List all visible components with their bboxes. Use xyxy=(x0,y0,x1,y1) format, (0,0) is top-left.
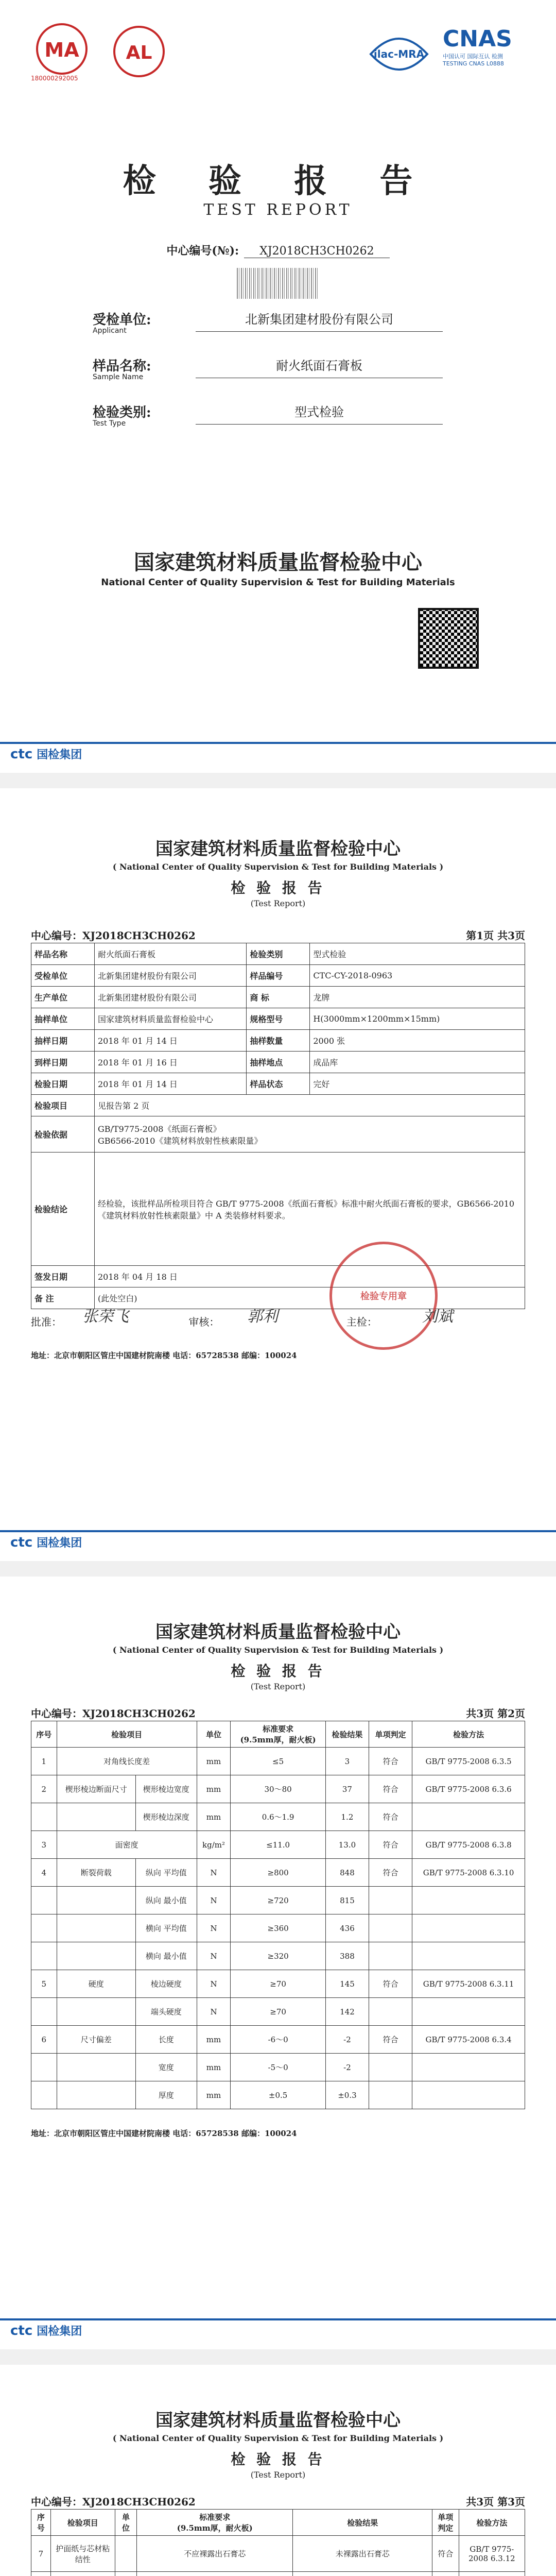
table-cell: 3 xyxy=(31,1831,57,1859)
column-header: 单项判定 xyxy=(369,1721,412,1748)
table-cell: 37 xyxy=(325,1775,369,1803)
column-header: 检验项目 xyxy=(50,2510,115,2536)
report-address: 地址：北京市朝阳区管庄中国建材院南楼 电话：65728538 邮编：100024 xyxy=(31,2129,297,2138)
table-cell xyxy=(369,2081,412,2109)
table-row xyxy=(31,1748,525,1775)
table-cell: 检验类别 xyxy=(247,943,310,965)
table-cell xyxy=(57,1998,135,2026)
column-header: 标准要求 (9.5mm厚，耐火板) xyxy=(231,1721,326,1748)
table-row xyxy=(31,2572,525,2576)
table-cell: 5 xyxy=(31,1970,57,1998)
table-cell: 样品名称 xyxy=(31,943,95,965)
table-cell: ±0.5 xyxy=(231,2081,326,2109)
table-cell: 0.6～1.9 xyxy=(231,1803,326,1831)
table-cell: CTC-CY-2018-0963 xyxy=(310,965,525,987)
table-row xyxy=(31,1887,525,1914)
table-cell: 楔形棱边宽度 xyxy=(135,1775,197,1803)
table-cell: ≥360 xyxy=(231,1914,326,1942)
client-value: 北新集团建材股份有限公司 xyxy=(196,309,443,332)
table-cell xyxy=(57,2081,135,2109)
table-row xyxy=(31,1970,525,1998)
results-table xyxy=(31,1721,525,2109)
ctc-brand: ctc 国检集团 xyxy=(10,747,82,762)
summary-table xyxy=(31,943,525,1309)
sample-value: 耐火纸面石膏板 xyxy=(196,355,443,378)
table-row xyxy=(31,1008,525,1030)
table-cell: 145 xyxy=(325,1970,369,1998)
table-cell: GB/T 9775-2008 6.3.4 xyxy=(412,2026,525,2054)
table-cell: ≥320 xyxy=(231,1942,326,1970)
table-cell: 成品库 xyxy=(310,1052,525,1073)
report-page-1 xyxy=(0,788,556,1561)
table-cell: ≤5 xyxy=(231,1748,326,1775)
table-cell: 2 xyxy=(31,1775,57,1803)
column-header: 单项判定 xyxy=(432,2510,459,2536)
report-header: 国家建筑材料质量监督检验中心 ( National Center of Quality Supervision & Test for Building Materials ) 检 验 报 告 (Test Report) xyxy=(112,2410,444,2480)
table-cell: -2 xyxy=(325,2026,369,2054)
table-row xyxy=(31,943,525,965)
table-cell: 符合 xyxy=(369,2026,412,2054)
ilac-mra-logo-icon xyxy=(360,26,438,82)
column-header: 序号 xyxy=(31,2510,51,2536)
table-cell: 815 xyxy=(325,1887,369,1914)
table-cell xyxy=(57,1914,135,1942)
sample-row: 样品名称: Sample Name 耐火纸面石膏板 xyxy=(93,355,463,386)
table-cell: 北新集团建材股份有限公司 xyxy=(95,987,247,1008)
table-cell: 受检单位 xyxy=(31,965,95,987)
table-cell: GB/T 9775-2008 6.3.10 xyxy=(412,1859,525,1887)
org-name-en: National Center of Quality Supervision & Test for Building Materials xyxy=(101,577,455,588)
table-cell xyxy=(31,1998,57,2026)
table-cell: kg/m² xyxy=(197,1831,231,1859)
table-cell xyxy=(369,2054,412,2081)
table-cell: GB/T 9775-2008 6.3.5 xyxy=(412,1748,525,1775)
table-cell xyxy=(31,2572,51,2576)
table-row xyxy=(31,987,525,1008)
table-cell: 横向 平均值 xyxy=(135,1914,197,1942)
cma-logo-icon xyxy=(31,21,93,82)
report-page-3 xyxy=(0,2365,556,2576)
table-cell xyxy=(31,1887,57,1914)
test-type-value: 型式检验 xyxy=(196,402,443,425)
table-cell xyxy=(31,2081,57,2109)
report-meta: 中心编号：XJ2018CH3CH0262 共3页 第2页 xyxy=(31,1707,525,1720)
table-cell: H(3000mm×1200mm×15mm) xyxy=(310,1008,525,1030)
table-cell xyxy=(432,2572,459,2576)
table-cell xyxy=(57,1942,135,1970)
table-cell: 备 注 xyxy=(31,1287,95,1309)
table-row xyxy=(31,2026,525,2054)
table-cell: 7 xyxy=(31,2536,51,2572)
column-header: 检验项目 xyxy=(57,1721,197,1748)
barcode xyxy=(237,268,319,299)
table-cell: 楔形棱边深度 xyxy=(135,1803,197,1831)
cal-logo-icon xyxy=(108,21,170,82)
footer-line xyxy=(0,1530,556,1532)
table-cell: 436 xyxy=(325,1914,369,1942)
table-cell: 抽样数量 xyxy=(247,1030,310,1052)
table-cell: mm xyxy=(197,2054,231,2081)
table-cell: 厚度 xyxy=(135,2081,197,2109)
table-cell xyxy=(31,2054,57,2081)
table-cell: 2000 张 xyxy=(310,1030,525,1052)
table-cell: -6～0 xyxy=(231,2026,326,2054)
table-cell xyxy=(57,1887,135,1914)
table-cell: 抽样单位 xyxy=(31,1008,95,1030)
logo-row xyxy=(31,21,525,88)
table-row xyxy=(31,1859,525,1887)
report-address: 地址：北京市朝阳区管庄中国建材院南楼 电话：65728538 邮编：100024 xyxy=(31,1351,297,1360)
ctc-brand: ctc 国检集团 xyxy=(10,1535,82,1550)
table-row xyxy=(31,1030,525,1052)
table-cell: 检验项目 xyxy=(31,1095,95,1116)
table-cell: 388 xyxy=(325,1942,369,1970)
column-header: 序号 xyxy=(31,1721,57,1748)
table-cell: 1.2 xyxy=(325,1803,369,1831)
table-cell: 符合 xyxy=(369,1831,412,1859)
table-cell: 1 xyxy=(31,1748,57,1775)
table-row xyxy=(31,1052,525,1073)
column-header: 单位 xyxy=(115,2510,136,2536)
table-cell: 检验依据 xyxy=(31,1116,95,1153)
table-row xyxy=(31,1831,525,1859)
table-cell: 对角线长度差 xyxy=(57,1748,197,1775)
column-header: 单位 xyxy=(197,1721,231,1748)
test-stamp: 检验专用章 xyxy=(329,1242,438,1350)
table-cell: mm xyxy=(197,1775,231,1803)
table-cell: -2 xyxy=(325,2054,369,2081)
table-cell: 断裂荷载 xyxy=(57,1859,135,1887)
table-row xyxy=(31,1998,525,2026)
table-cell: 横向 最小值 xyxy=(135,1942,197,1970)
table-row xyxy=(31,2536,525,2572)
table-cell: 2018 年 04 月 18 日 xyxy=(95,1266,525,1287)
table-cell: 硬度 xyxy=(57,1970,135,1998)
table-row xyxy=(31,1914,525,1942)
table-cell: mm xyxy=(197,1803,231,1831)
table-cell xyxy=(412,1998,525,2026)
table-cell: 848 xyxy=(325,1859,369,1887)
table-cell: 国家建筑材料质量监督检验中心 xyxy=(95,1008,247,1030)
column-header: 检验结果 xyxy=(293,2510,432,2536)
table-row xyxy=(31,2054,525,2081)
table-cell: 型式检验 xyxy=(310,943,525,965)
svg-text:ilac-MRA: ilac-MRA xyxy=(373,48,425,60)
table-cell: 2018 年 01 月 14 日 xyxy=(95,1030,247,1052)
table-cell xyxy=(31,1914,57,1942)
signatures: 批准： 审核： 主检： xyxy=(31,1316,377,1328)
table-cell: mm xyxy=(197,2026,231,2054)
table-cell: 2018 年 01 月 14 日 xyxy=(95,1073,247,1095)
table-cell: 纵向 最小值 xyxy=(135,1887,197,1914)
table-cell: 面密度 xyxy=(57,1831,197,1859)
table-cell: ±0.3 xyxy=(325,2081,369,2109)
table-cell: 符合 xyxy=(369,1748,412,1775)
table-row xyxy=(31,965,525,987)
table-cell: mm xyxy=(197,2081,231,2109)
table-cell: N xyxy=(197,1970,231,1998)
table-cell: 到样日期 xyxy=(31,1052,95,1073)
table-cell: N xyxy=(197,1914,231,1942)
table-cell: 13.0 xyxy=(325,1831,369,1859)
table-cell: 符合 xyxy=(432,2536,459,2572)
table-cell: 30～80 xyxy=(231,1775,326,1803)
table-row xyxy=(31,1775,525,1803)
column-header: 检验方法 xyxy=(412,1721,525,1748)
table-row xyxy=(31,1073,525,1095)
table-cell: 商 标 xyxy=(247,987,310,1008)
column-header: 检验结果 xyxy=(325,1721,369,1748)
table-cell: 不应裸露出石膏芯 xyxy=(137,2536,293,2572)
table-cell: N xyxy=(197,1887,231,1914)
table-row xyxy=(31,1116,525,1153)
table-row xyxy=(31,1095,525,1116)
table-cell: 宽度 xyxy=(135,2054,197,2081)
report-page-2 xyxy=(0,1577,556,2349)
table-cell: 见报告第 2 页 xyxy=(95,1095,525,1116)
report-meta: 中心编号：XJ2018CH3CH0262 共3页 第3页 xyxy=(31,2496,525,2508)
report-header: 国家建筑材料质量监督检验中心 ( National Center of Quality Supervision & Test for Building Materials ) 检 验 报 告 (Test Report) xyxy=(112,839,444,908)
table-cell: 北新集团建材股份有限公司 xyxy=(95,965,247,987)
table-cell xyxy=(412,1803,525,1831)
table-row xyxy=(31,2081,525,2109)
cnas-logo: CNAS 中国认可 国际互认 检测 TESTING CNAS L0888 xyxy=(443,26,512,67)
table-row xyxy=(31,1942,525,1970)
cover-subtitle: TEST REPORT xyxy=(203,201,353,219)
table-cell: 尺寸偏差 xyxy=(57,2026,135,2054)
table-cell: GB/T 9775-2008 6.3.12 xyxy=(459,2536,525,2572)
table-cell xyxy=(412,1914,525,1942)
table-cell: 签发日期 xyxy=(31,1266,95,1287)
report-header: 国家建筑材料质量监督检验中心 ( National Center of Quality Supervision & Test for Building Materials ) 检 验 报 告 (Test Report) xyxy=(112,1622,444,1691)
table-cell: ≥720 xyxy=(231,1887,326,1914)
table-cell: 端头硬度 xyxy=(135,1998,197,2026)
table-cell xyxy=(369,1887,412,1914)
table-cell: 142 xyxy=(325,1998,369,2026)
table-cell xyxy=(369,1998,412,2026)
table-cell: ≤11.0 xyxy=(231,1831,326,1859)
table-cell: 楔形棱边断面尺寸 xyxy=(57,1775,135,1803)
table-cell xyxy=(369,1942,412,1970)
table-cell: 纵向 平均值 xyxy=(135,1859,197,1887)
table-cell: (此处空白) xyxy=(95,1287,525,1309)
svg-text:AL: AL xyxy=(126,42,152,63)
table-cell xyxy=(459,2572,525,2576)
table-cell: ≥70 xyxy=(231,1998,326,2026)
table-cell: 长度 xyxy=(135,2026,197,2054)
table-cell: N xyxy=(197,1998,231,2026)
table-cell: 护面纸与芯材粘结性 xyxy=(50,2536,115,2572)
table-cell: GB/T 9775-2008 6.3.11 xyxy=(412,1970,525,1998)
table-cell: 2018 年 01 月 16 日 xyxy=(95,1052,247,1073)
table-cell: 完好 xyxy=(310,1073,525,1095)
table-cell: 经检验，该批样品所检项目符合 GB/T 9775-2008《纸面石膏板》标准中耐火纸面石膏板的要求，GB6566-2010《建筑材料放射性核素限量》中 A 类装修材料要求。 xyxy=(95,1153,525,1266)
table-cell xyxy=(137,2572,293,2576)
table-cell: ≥70 xyxy=(231,1970,326,1998)
cma-code: 180000292005 xyxy=(31,75,78,82)
table-cell: 检验日期 xyxy=(31,1073,95,1095)
footer-line xyxy=(0,742,556,744)
ctc-brand: ctc 国检集团 xyxy=(10,2323,82,2338)
table-cell: 棱边硬度 xyxy=(135,1970,197,1998)
footer-line xyxy=(0,2318,556,2320)
column-header: 标准要求 (9.5mm厚，耐火板) xyxy=(137,2510,293,2536)
report-meta: 中心编号：XJ2018CH3CH0262 第1页 共3页 xyxy=(31,929,525,942)
table-cell xyxy=(293,2572,432,2576)
table-cell xyxy=(412,2081,525,2109)
table-cell: 生产单位 xyxy=(31,987,95,1008)
table-cell: 符合 xyxy=(369,1970,412,1998)
table-cell xyxy=(412,1887,525,1914)
signature-approve: 张荣飞 xyxy=(82,1308,129,1326)
signature-review: 郭利 xyxy=(247,1308,278,1326)
table-row xyxy=(31,1803,525,1831)
table-cell xyxy=(57,2054,135,2081)
org-name: 国家建筑材料质量监督检验中心 xyxy=(134,550,422,574)
table-cell xyxy=(31,1803,57,1831)
table-cell xyxy=(115,2572,136,2576)
table-cell xyxy=(50,2572,115,2576)
table-row xyxy=(31,1153,525,1266)
table-cell: ≥800 xyxy=(231,1859,326,1887)
center-number: 中心编号(№): XJ2018CH3CH0262 xyxy=(0,242,556,258)
table-cell xyxy=(115,2536,136,2572)
column-header: 检验方法 xyxy=(459,2510,525,2536)
table-cell xyxy=(57,1803,135,1831)
table-cell: 样品编号 xyxy=(247,965,310,987)
client-row: 受检单位: Applicant 北新集团建材股份有限公司 xyxy=(93,309,463,340)
table-cell: 符合 xyxy=(369,1803,412,1831)
table-cell: 耐火纸面石膏板 xyxy=(95,943,247,965)
cover-page xyxy=(0,0,556,773)
table-cell: N xyxy=(197,1942,231,1970)
table-cell: 抽样地点 xyxy=(247,1052,310,1073)
results-table-2 xyxy=(31,2509,525,2576)
table-cell: GB/T9775-2008《纸面石膏板》 GB6566-2010《建筑材料放射性核素限量》 xyxy=(95,1116,525,1153)
table-cell xyxy=(31,1942,57,1970)
table-row xyxy=(31,1266,525,1287)
table-cell: 样品状态 xyxy=(247,1073,310,1095)
qr-code xyxy=(418,608,479,669)
table-header-row xyxy=(31,2510,525,2536)
table-cell xyxy=(369,1914,412,1942)
table-cell: N xyxy=(197,1859,231,1887)
table-cell: 符合 xyxy=(369,1775,412,1803)
table-cell: 抽样日期 xyxy=(31,1030,95,1052)
table-cell: mm xyxy=(197,1748,231,1775)
table-cell: 符合 xyxy=(369,1859,412,1887)
table-cell xyxy=(412,1942,525,1970)
table-cell: 规格型号 xyxy=(247,1008,310,1030)
table-cell: GB/T 9775-2008 6.3.6 xyxy=(412,1775,525,1803)
cover-title: 检 验 报 告 xyxy=(123,162,433,200)
table-cell xyxy=(412,2054,525,2081)
table-cell: 未裸露出石膏芯 xyxy=(293,2536,432,2572)
table-cell: 4 xyxy=(31,1859,57,1887)
table-cell: GB/T 9775-2008 6.3.8 xyxy=(412,1831,525,1859)
table-cell: 检验结论 xyxy=(31,1153,95,1266)
table-cell: -5～0 xyxy=(231,2054,326,2081)
svg-text:MA: MA xyxy=(44,39,79,61)
test-type-row: 检验类别: Test Type 型式检验 xyxy=(93,402,463,433)
signature-test: 刘斌 xyxy=(422,1308,453,1326)
table-cell: 3 xyxy=(325,1748,369,1775)
table-header-row xyxy=(31,1721,525,1748)
table-cell: 龙牌 xyxy=(310,987,525,1008)
table-cell: 6 xyxy=(31,2026,57,2054)
